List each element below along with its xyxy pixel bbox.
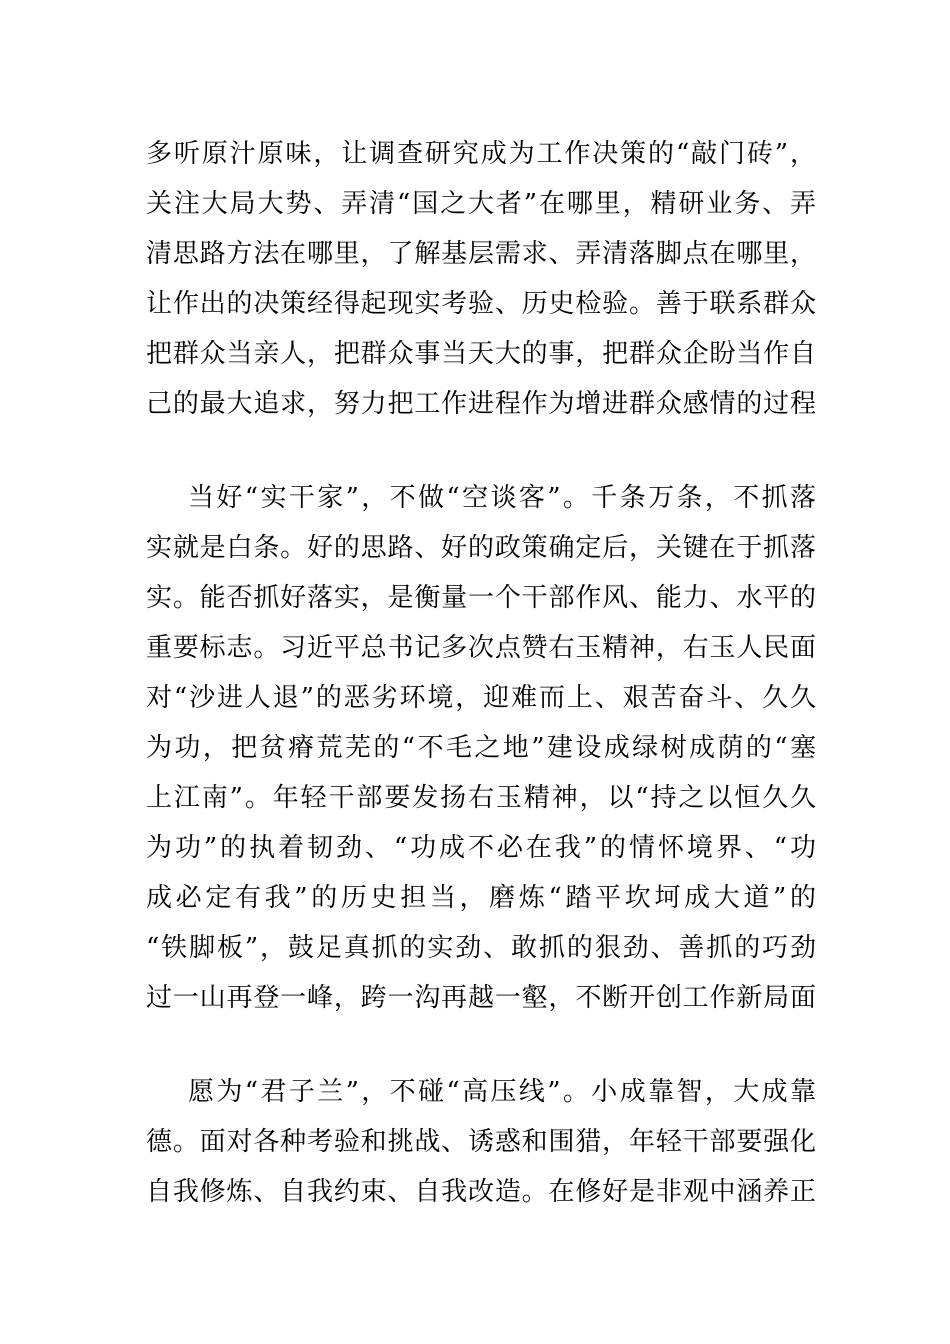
paragraph-line: 自我修炼、自我约束、自我改造。在修好是非观中涵养正 [146, 1177, 816, 1207]
paragraph-line: 多听原汁原味，让调查研究成为工作决策的“敲门砖”， [146, 139, 816, 169]
paragraph-line: 上江南”。年轻干部要发扬右玉精神，以“持之以恒久久 [146, 783, 816, 813]
paragraph-line: 关注大局大势、弄清“国之大者”在哪里，精研业务、弄 [146, 189, 816, 219]
paragraph-line: “铁脚板”，鼓足真抓的实劲、敢抓的狠劲、善抓的巧劲 [146, 933, 816, 963]
paragraph-line: 对“沙进人退”的恶劣环境，迎难而上、艰苦奋斗、久久 [146, 683, 816, 713]
paragraph-line: 重要标志。习近平总书记多次点赞右玉精神，右玉人民面 [146, 633, 816, 663]
paragraph-line: 实就是白条。好的思路、好的政策确定后，关键在于抓落 [146, 533, 816, 563]
paragraph-line: 成必定有我”的历史担当，磨炼“踏平坎坷成大道”的 [146, 883, 816, 913]
paragraph-line: 让作出的决策经得起现实考验、历史检验。善于联系群众 [146, 289, 816, 319]
paragraph-line: 为功”的执着韧劲、“功成不必在我”的情怀境界、“功 [146, 833, 816, 863]
paragraph-line: 为功，把贫瘠荒芜的“不毛之地”建设成绿树成荫的“塞 [146, 733, 816, 763]
paragraph-line: 把群众当亲人，把群众事当天大的事，把群众企盼当作自 [146, 339, 816, 369]
paragraph-line: 清思路方法在哪里，了解基层需求、弄清落脚点在哪里， [146, 239, 816, 269]
paragraph-line: 德。面对各种考验和挑战、诱惑和围猎，年轻干部要强化 [146, 1127, 816, 1157]
paragraph-line: 愿为“君子兰”，不碰“高压线”。小成靠智，大成靠 [188, 1077, 816, 1107]
paragraph-line: 实。能否抓好落实，是衡量一个干部作风、能力、水平的 [146, 583, 816, 613]
paragraph-line: 当好“实干家”，不做“空谈客”。千条万条，不抓落 [188, 483, 816, 513]
paragraph-line: 己的最大追求，努力把工作进程作为增进群众感情的过程 [146, 389, 816, 419]
paragraph-line: 过一山再登一峰，跨一沟再越一壑，不断开创工作新局面 [146, 983, 816, 1013]
